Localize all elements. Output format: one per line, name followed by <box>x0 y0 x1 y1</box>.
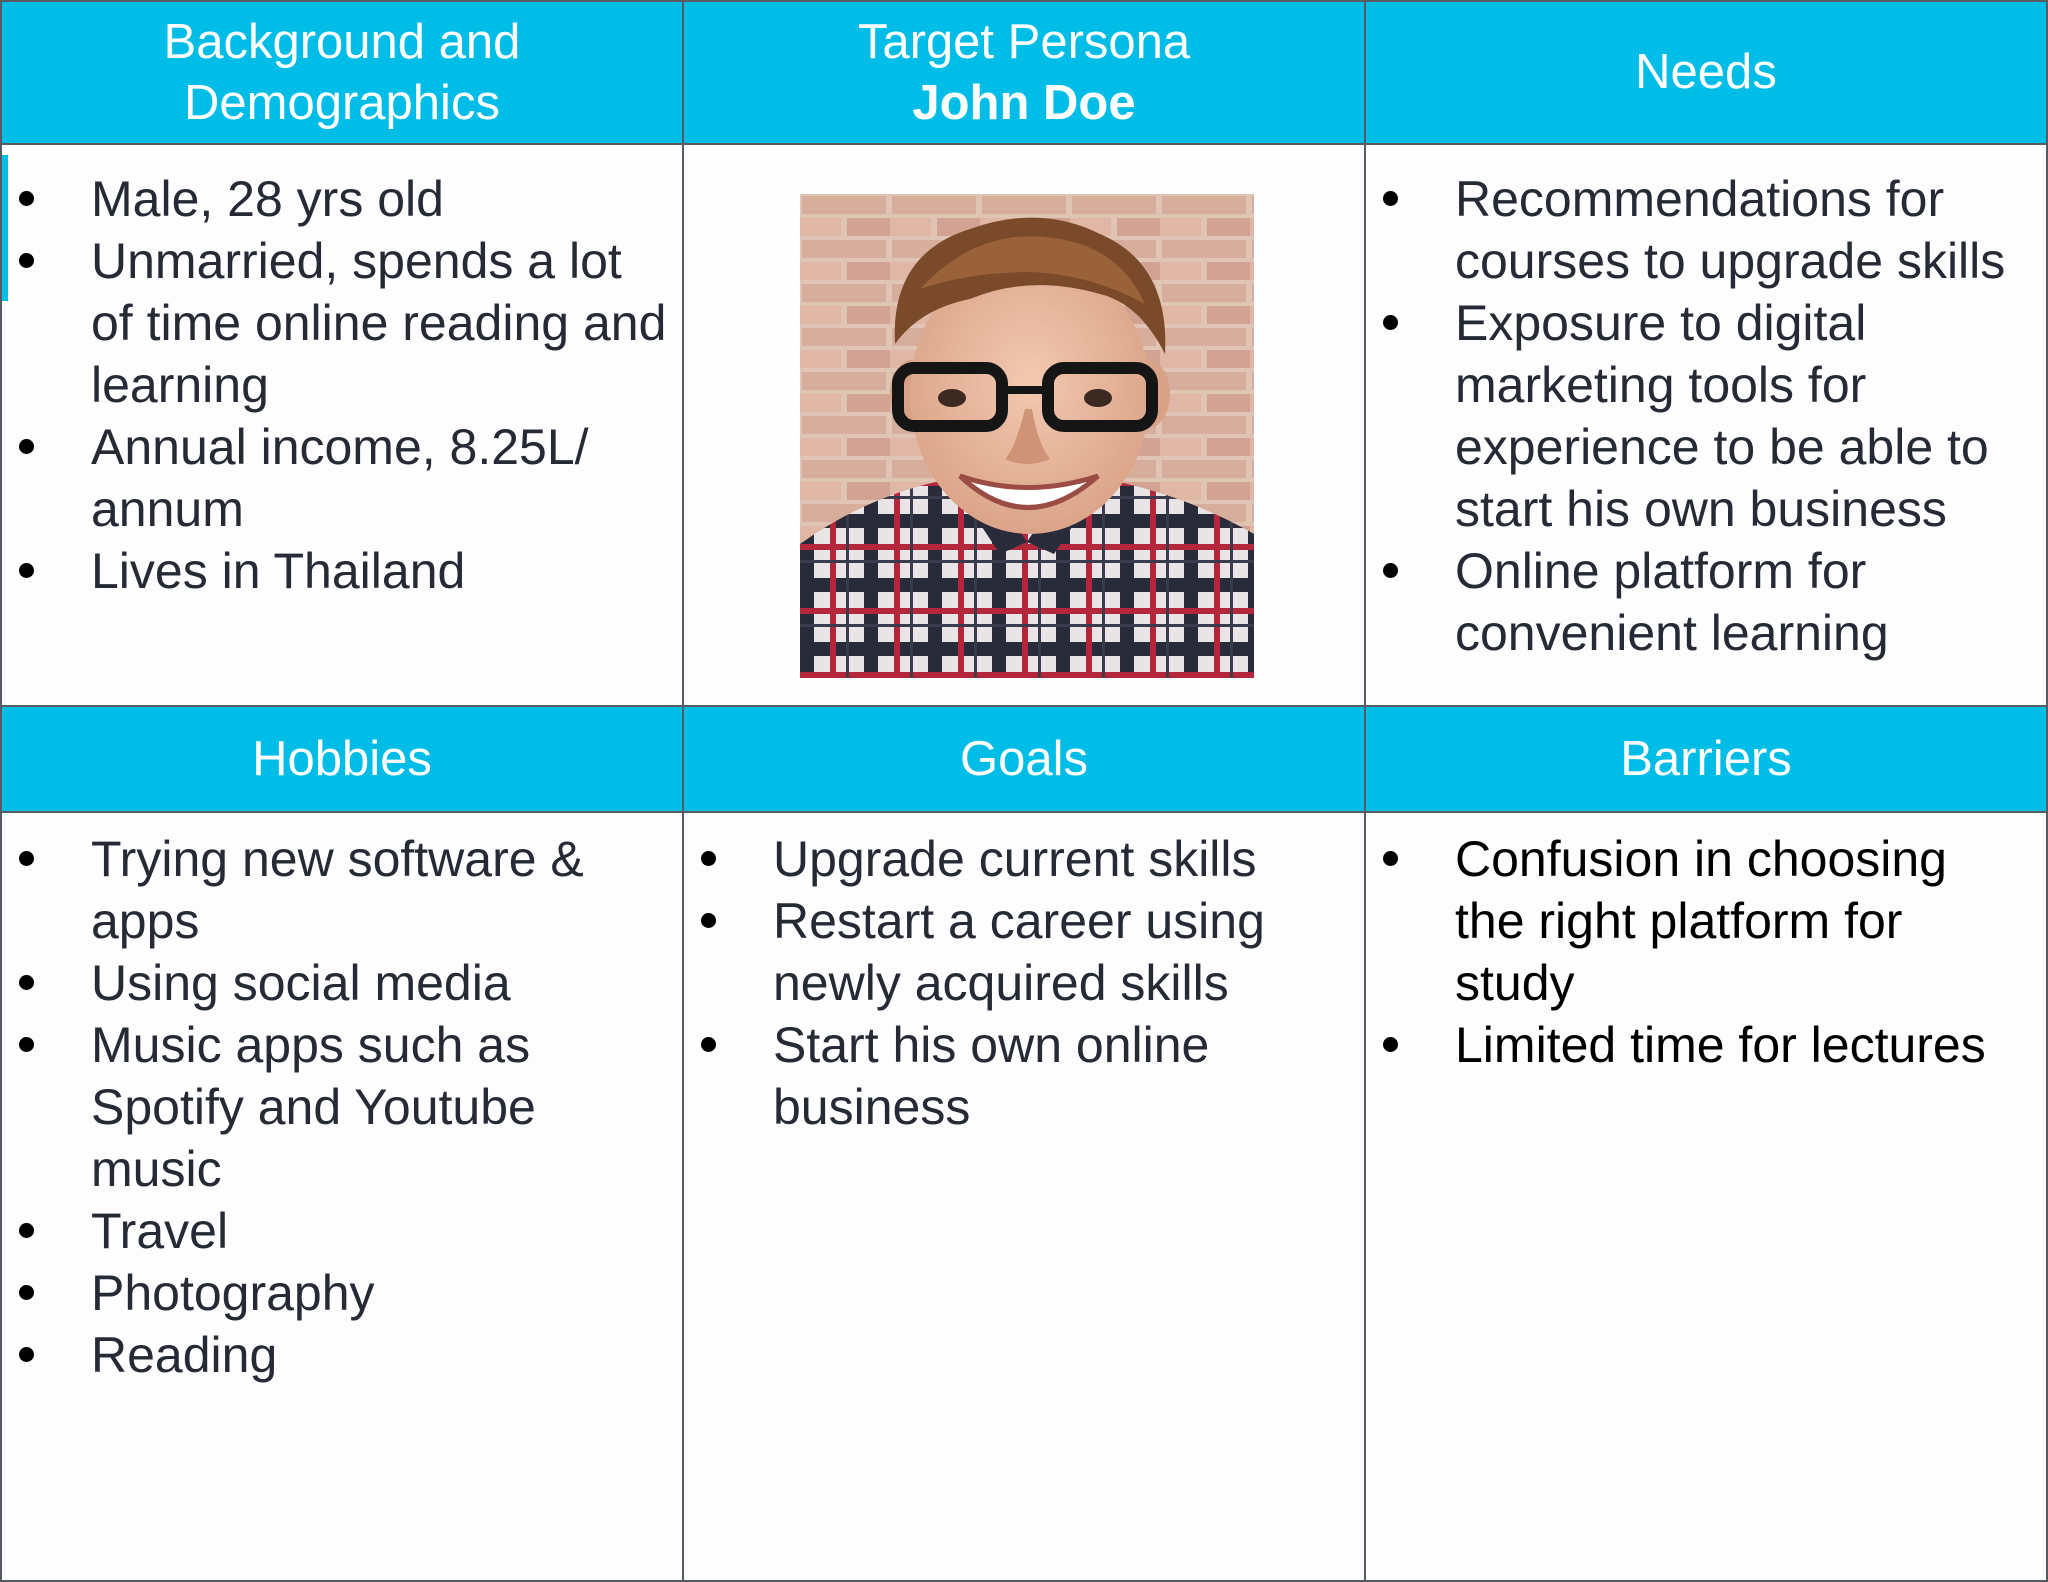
barriers-title: Barriers <box>1620 731 1792 786</box>
list-item: Online platform for convenient learning <box>1366 540 2046 664</box>
goals-title: Goals <box>959 731 1088 786</box>
hobbies-body <box>0 811 682 1580</box>
list-item: Limited time for lectures <box>1366 1014 2046 1076</box>
background-header <box>0 0 682 143</box>
goals-body <box>682 811 1364 1580</box>
persona-name: John Doe <box>912 75 1136 130</box>
needs-body <box>1364 143 2046 705</box>
list-item: Start his own online business <box>684 1014 1364 1138</box>
needs-title: Needs <box>1635 45 1777 99</box>
list-item: Using social media <box>2 952 682 1014</box>
barriers-body <box>1364 811 2046 1580</box>
list-item: Travel <box>2 1200 682 1262</box>
background-title: Background and Demographics <box>163 14 521 130</box>
persona-photo <box>800 194 1254 678</box>
needs-list <box>1366 168 2046 664</box>
barriers-list <box>1366 828 2046 1076</box>
list-item: Recommendations for courses to upgrade skills <box>1366 168 2046 292</box>
hobbies-title: Hobbies <box>252 731 432 786</box>
hobbies-header <box>0 705 682 811</box>
background-body <box>0 143 682 705</box>
goals-header <box>682 705 1364 811</box>
list-item: Unmarried, spends a lot of time online reading and learning <box>2 230 682 416</box>
hobbies-list <box>2 828 682 1386</box>
background-list <box>2 168 682 602</box>
needs-header <box>1364 0 2046 143</box>
persona-body <box>682 143 1364 705</box>
goals-list <box>684 828 1364 1138</box>
list-item: Male, 28 yrs old <box>2 168 682 230</box>
list-item: Annual income, 8.25L/ annum <box>2 416 682 540</box>
list-item: Confusion in choosing the right platform for study <box>1366 828 2046 1014</box>
persona-header <box>682 0 1364 143</box>
list-item: Lives in Thailand <box>2 540 682 602</box>
list-item: Photography <box>2 1262 682 1324</box>
list-item: Upgrade current skills <box>684 828 1364 890</box>
list-item: Music apps such as Spotify and Youtube music <box>2 1014 682 1200</box>
barriers-header <box>1364 705 2046 811</box>
list-item: Restart a career using newly acquired skills <box>684 890 1364 1014</box>
list-item: Reading <box>2 1324 682 1386</box>
list-item: Exposure to digital marketing tools for experience to be able to start his own business <box>1366 292 2046 540</box>
persona-title: Target Persona <box>857 14 1191 69</box>
list-item: Trying new software & apps <box>2 828 682 952</box>
